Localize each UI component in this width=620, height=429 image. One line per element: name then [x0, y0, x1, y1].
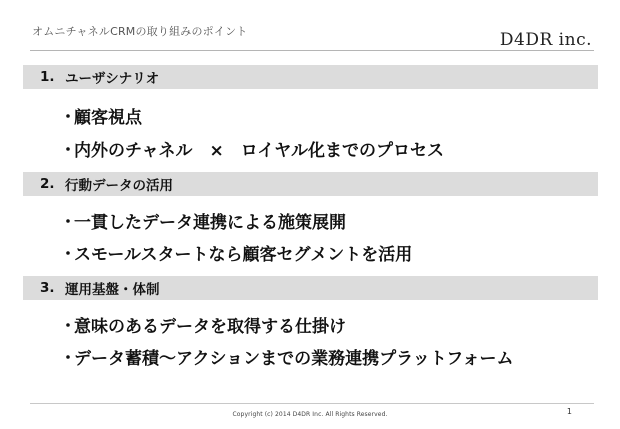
header-divider — [30, 50, 594, 51]
section-header-3 — [23, 276, 598, 300]
slide-title: オムニチャネルCRMの取り組みのポイント — [32, 25, 248, 38]
section-number: 3. — [40, 280, 55, 296]
bullet-item — [60, 312, 346, 337]
bullet-dot-icon: ・ — [60, 212, 77, 231]
bullet-text: 意味のあるデータを取得する仕掛け — [74, 317, 346, 337]
bullet-text: 顧客視点 — [74, 108, 142, 128]
bullet-dot-icon: ・ — [60, 140, 77, 159]
bullet-item — [60, 208, 346, 233]
bullet-dot-icon: ・ — [60, 107, 77, 126]
copyright-notice: Copyright (c) 2014 D4DR Inc. All Rights Reserved. — [232, 411, 388, 418]
bullet-text: 一貫したデータ連携による施策展開 — [74, 213, 346, 233]
bullet-item — [60, 136, 444, 161]
page-number: 1 — [566, 407, 572, 416]
section-header-1 — [23, 65, 598, 89]
bullet-dot-icon: ・ — [60, 348, 77, 367]
bullet-text: スモールスタートなら顧客セグメントを活用 — [74, 245, 413, 265]
section-number: 1. — [40, 69, 55, 85]
section-header-2 — [23, 172, 598, 196]
footer-divider — [30, 403, 594, 404]
bullet-item — [60, 240, 412, 265]
bullet-text: 内外のチャネル × ロイヤル化までのプロセス — [74, 141, 445, 161]
section-label: 行動データの活用 — [65, 178, 173, 194]
bullet-dot-icon: ・ — [60, 316, 77, 335]
section-number: 2. — [40, 176, 55, 192]
section-label: 運用基盤・体制 — [65, 282, 160, 298]
bullet-text: データ蓄積〜アクションまでの業務連携プラットフォーム — [74, 349, 514, 369]
bullet-item — [60, 344, 513, 369]
bullet-dot-icon: ・ — [60, 244, 77, 263]
section-label: ユーザシナリオ — [65, 71, 160, 87]
company-logo: D4DR inc. — [499, 30, 592, 50]
bullet-item — [60, 103, 142, 128]
